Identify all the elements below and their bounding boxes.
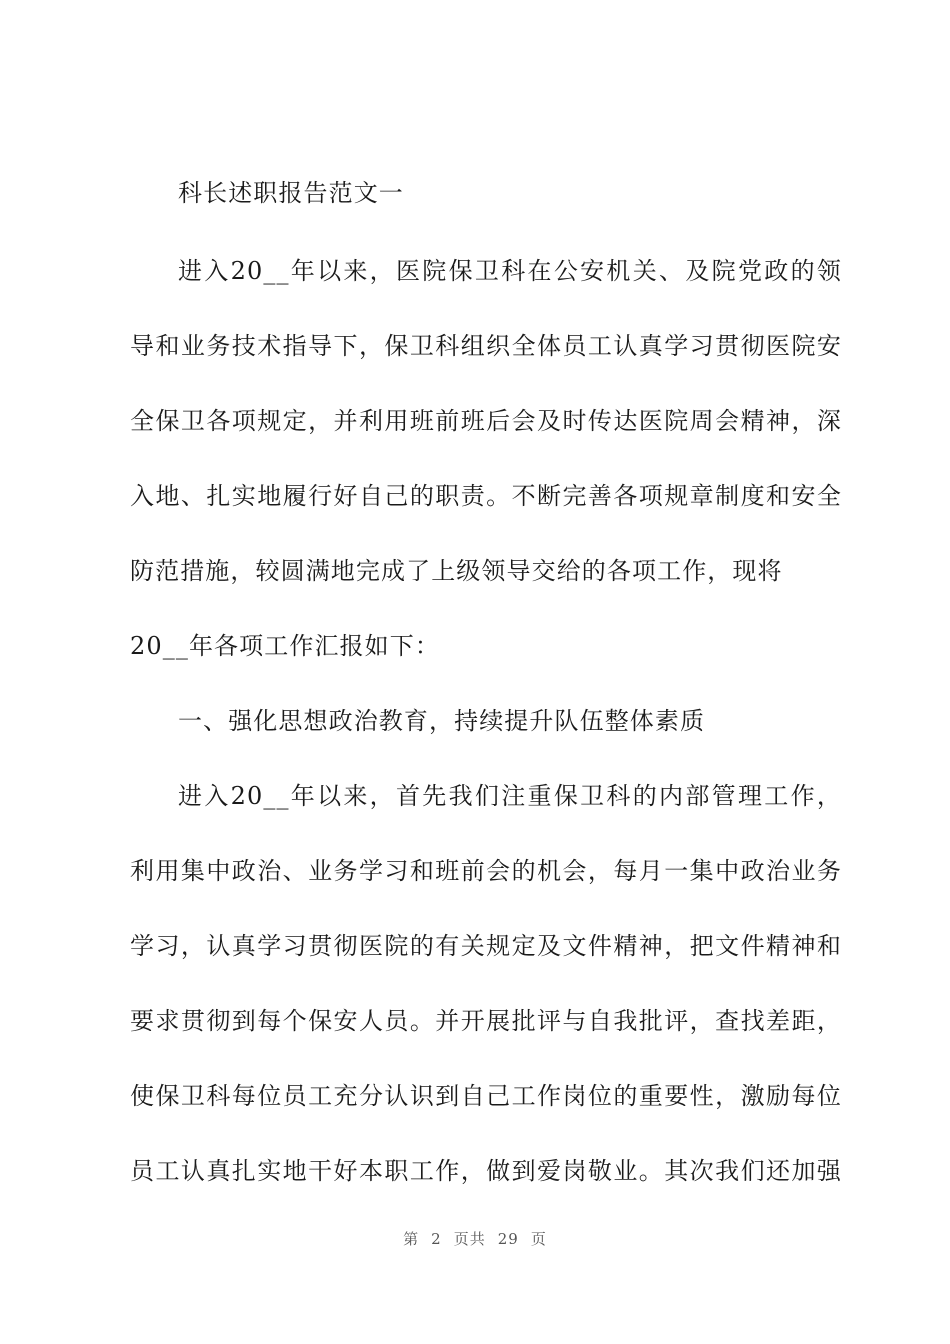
footer-prefix: 第 bbox=[403, 1230, 420, 1248]
paragraph-line: 20__年各项工作汇报如下： bbox=[130, 632, 440, 660]
paragraph-line: 要求贯彻到每个保安人员。并开展批评与自我批评，查找差距， bbox=[130, 1007, 842, 1035]
paragraph-line: 进入20__年以来，医院保卫科在公安机关、及院党政的领 bbox=[178, 257, 842, 285]
footer-suffix: 页 bbox=[530, 1230, 547, 1248]
footer-middle: 页共 bbox=[453, 1230, 486, 1248]
paragraph-line: 全保卫各项规定，并利用班前班后会及时传达医院周会精神，深 bbox=[130, 407, 842, 435]
paragraph-line: 导和业务技术指导下，保卫科组织全体员工认真学习贯彻医院安 bbox=[130, 332, 842, 360]
document-title: 科长述职报告范文一 bbox=[178, 179, 404, 207]
paragraph-line: 入地、扎实地履行好自己的职责。不断完善各项规章制度和安全 bbox=[130, 482, 842, 510]
section-heading: 一、强化思想政治教育，持续提升队伍整体素质 bbox=[178, 707, 706, 735]
paragraph-line: 使保卫科每位员工充分认识到自己工作岗位的重要性，激励每位 bbox=[130, 1082, 842, 1110]
footer-total-pages: 29 bbox=[497, 1230, 519, 1248]
paragraph-line: 进入20__年以来，首先我们注重保卫科的内部管理工作， bbox=[178, 782, 842, 810]
paragraph-line: 学习，认真学习贯彻医院的有关规定及文件精神，把文件精神和 bbox=[130, 932, 842, 960]
paragraph-line: 员工认真扎实地干好本职工作，做到爱岗敬业。其次我们还加强 bbox=[130, 1157, 842, 1185]
page-footer bbox=[0, 1228, 950, 1249]
paragraph-line: 利用集中政治、业务学习和班前会的机会，每月一集中政治业务 bbox=[130, 857, 842, 885]
paragraph-line: 防范措施，较圆满地完成了上级领导交给的各项工作，现将 bbox=[130, 557, 783, 585]
footer-page-number: 2 bbox=[431, 1230, 442, 1248]
